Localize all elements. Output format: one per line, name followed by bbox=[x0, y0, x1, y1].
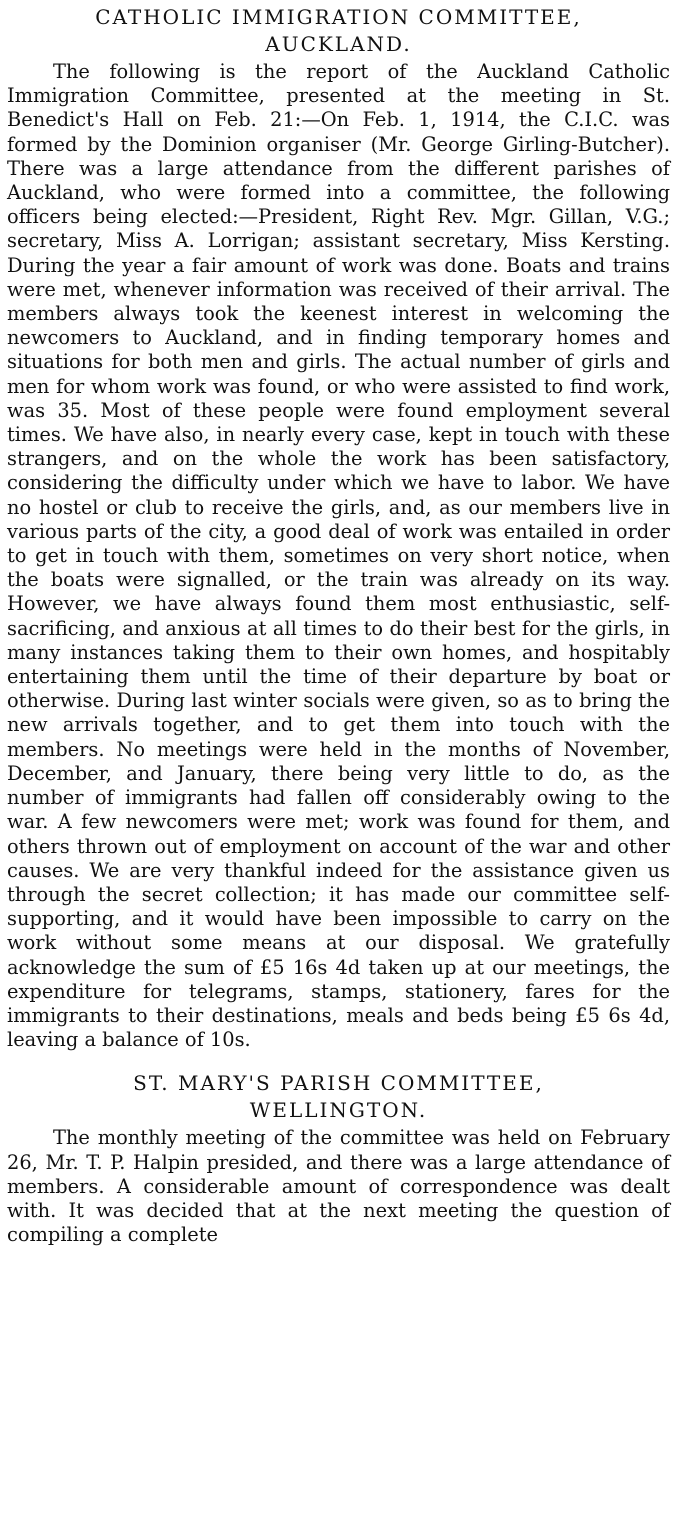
article-heading-st-marys-committee: ST. MARY'S PARISH COMMITTEE, WELLINGTON. bbox=[133, 1071, 544, 1123]
article-body-st-marys-committee: The monthly meeting of the committee was held on February 26, Mr. T. P. Halpin presided, and there was a large attendance of members. A considerable amount of correspondence was dealt with. It was decided that at the next meeting the question of compiling a complete bbox=[7, 1126, 670, 1247]
article-body-auckland-committee: The following is the report of the Auckland Catholic Immigration Committee, presented at the meeting in St. Benedict's Hall on Feb. 21:—On Feb. 1, 1914, the C.I.C. was formed by the Dominion organiser (Mr. George Girling-Butcher). There was a large attendance from the different parishes of Auckland, who were formed into a committee, the following officers being elected:—President, Right Rev. Mgr. Gillan, V.G.; secretary, Miss A. Lorrigan; assistant secretary, Miss Kersting. During the year a fair amount of work was done. Boats and trains were met, whenever information was received of their arrival. The members always took the keenest interest in welcoming the newcomers to Auckland, and in finding temporary homes and situations for both men and girls. The actual number of girls and men for whom work was found, or who were assisted to find work, was 35. Most of these people were found employment several times. We have also, in nearly every case, kept in touch with these strangers, and on the whole the work has been satisfactory, considering the difficulty under which we have to labor. We have no hostel or club to receive the girls, and, as our members live in various parts of the city, a good deal of work was entailed in order to get in touch with them, sometimes on very short notice, when the boats were signalled, or the train was already on its way. However, we have always found them most enthusiastic, self-sacrificing, and anxious at all times to do their best for the girls, in many instances taking them to their own homes, and hospitably entertaining them until the time of their departure by boat or otherwise. During last winter socials were given, so as to bring the new arrivals together, and to get them into touch with the members. No meetings were held in the months of November, December, and January, there being very little to do, as the number of immigrants had fallen off considerably owing to the war. A few newcomers were met; work was found for them, and others thrown out of employment on account of the war and other causes. We are very thankful indeed for the assistance given us through the secret collection; it has made our committee self-supporting, and it would have been impossible to carry on the work without some means at our disposal. We gratefully acknowledge the sum of £5 16s 4d taken up at our meetings, the expenditure for telegrams, stamps, stationery, fares for the immigrants to their destinations, meals and beds being £5 6s 4d, leaving a balance of 10s. bbox=[7, 60, 670, 1052]
article-heading-auckland-committee: CATHOLIC IMMIGRATION COMMITTEE, AUCKLAND. bbox=[95, 5, 582, 56]
